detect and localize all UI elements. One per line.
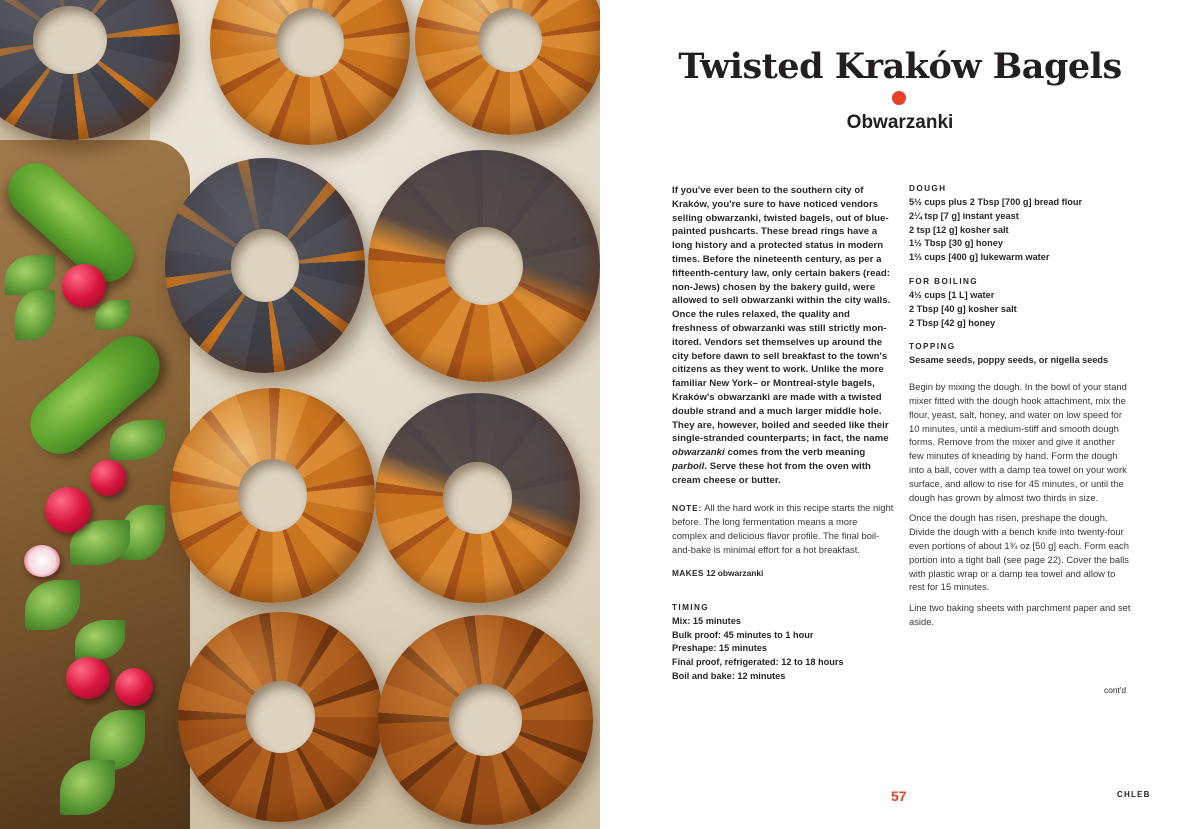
continued-label: cont'd [1104,685,1127,695]
recipe-title: Twisted Kraków Bagels [678,46,1122,87]
radish [90,460,126,496]
yield [672,568,894,578]
ingredients-heading: DOUGH [909,184,947,193]
note-text: All the hard work in this recipe starts the night before. The long fermentation means a more complex and delicious flavor profile. The final boil-and-bake is minimal effort for a hot breakfast. [672,501,894,555]
bagel-poppy-row3-right [375,393,580,603]
ingredient-item: 4½ cups [1 L] water [909,289,995,300]
radish [66,657,110,699]
method-steps [909,380,1131,629]
timing-item: Boil and bake: 12 minutes [672,670,786,681]
radish-halved [24,545,60,577]
method-paragraph: Line two baking sheets with parchment paper and set aside. [909,602,1131,627]
ingredients-heading: FOR BOILING [909,276,979,286]
recipe-subtitle: Obwarzanki [846,112,954,133]
timing-item: Mix: 15 minutes [672,615,741,626]
italic-term: obwarzanki [672,447,725,459]
page-number: 57 [891,788,907,804]
italic-term: parboil [672,460,705,472]
intro-column [672,184,894,684]
method-paragraph: Begin by mixing the dough. In the bowl of your stand mixer fitted with the dough hook attachment, mix the flour, yeast, salt, honey, and water on low speed for 10 minutes, until a medium-stiff and smooth dough forms. Remove from the mixer and give it another few minutes of kneading by hand. Form the dough into a ball, cover with a damp tea towel on your work surface, and allow to rise for 45 minutes, or until the dough has grown by almost two thirds in size. [909,381,1127,503]
ingredient-item: 2 tsp [12 g] kosher salt [909,224,1009,235]
running-head: CHLEB [1117,790,1151,799]
note-label: NOTE: [672,502,703,513]
bagel-dark-bottom-right [378,615,593,825]
radish [115,668,153,706]
ingredients-method-column [909,184,1131,636]
timing-section [672,603,894,684]
recipe-page [600,0,1200,829]
radish [45,487,91,533]
accent-dot [892,91,906,105]
ingredients-topping [909,342,1131,368]
ingredients-boiling [909,277,1131,330]
recipe-note [672,501,894,557]
timing-heading: TIMING [672,602,710,612]
ingredients-dough [909,184,1131,265]
timing-item: Final proof, refrigerated: 12 to 18 hours [672,657,844,668]
yield-value: 12 obwarzanki [703,567,764,578]
intro-paragraph: If you've ever been to the southern city of Kraków, you're sure to have noticed vendors selling obwarzanki, twisted bagels, out of blue-painted pushcarts. These bread rings have a long history and a protected status in modern times. Before the nineteenth century, as per a fifteenth-century law, only certain bakers (read: non-Jews) chosen by the bakery guild, were allowed to sell obwarzanki within the city walls. Once the rules relaxed, the quality and freshness of obwarzanki was still strictly mon-itored. Vendors set themselves up around the city before dawn to sell breakfast to the town's citizens as they went to work. Unlike the more familiar New York– or Montreal-style bagels, Kraków's obwarzanki are made with a twisted double strand and a much larger middle hole. They are, however, boiled and seeded like their single-stranded counterparts; in fact, the name obwarzanki comes from the verb meaning parboil. Serve these hot from the oven with cream cheese or butter. [672,185,891,486]
ingredient-item: 2¼ tsp [7 g] instant yeast [909,210,1019,221]
bagel-plain-row3-left [170,388,375,603]
ingredient-item: 1½ Tbsp [30 g] honey [909,238,1003,249]
ingredient-item: Sesame seeds, poppy seeds, or nigella seeds [909,355,1109,366]
ingredients-heading: TOPPING [909,342,956,352]
bagel-poppy-row2-left [165,158,365,373]
method-paragraph: Once the dough has risen, preshape the dough. Divide the dough with a bench knife into twenty-four even portions of about 1¾ oz [50 g] each. Form each portion into a tight ball (see page 22). Cover the balls with plastic wrap or a damp tea towel and allow to rest for 15 minutes. [909,512,1129,593]
ingredient-item: 5½ cups plus 2 Tbsp [700 g] bread flour [909,197,1083,207]
ingredient-item: 2 Tbsp [42 g] honey [909,317,996,328]
ingredient-item: 2 Tbsp [40 g] kosher salt [909,303,1017,314]
bagel-poppy-row2-right [368,150,600,382]
ingredient-item: 1⅔ cups [400 g] lukewarm water [909,252,1050,263]
timing-item: Bulk proof: 45 minutes to 1 hour [672,629,814,640]
timing-item: Preshape: 15 minutes [672,643,767,654]
bagel-dark-bottom-left [178,612,383,822]
radish [62,264,106,308]
yield-label: MAKES [672,567,704,578]
